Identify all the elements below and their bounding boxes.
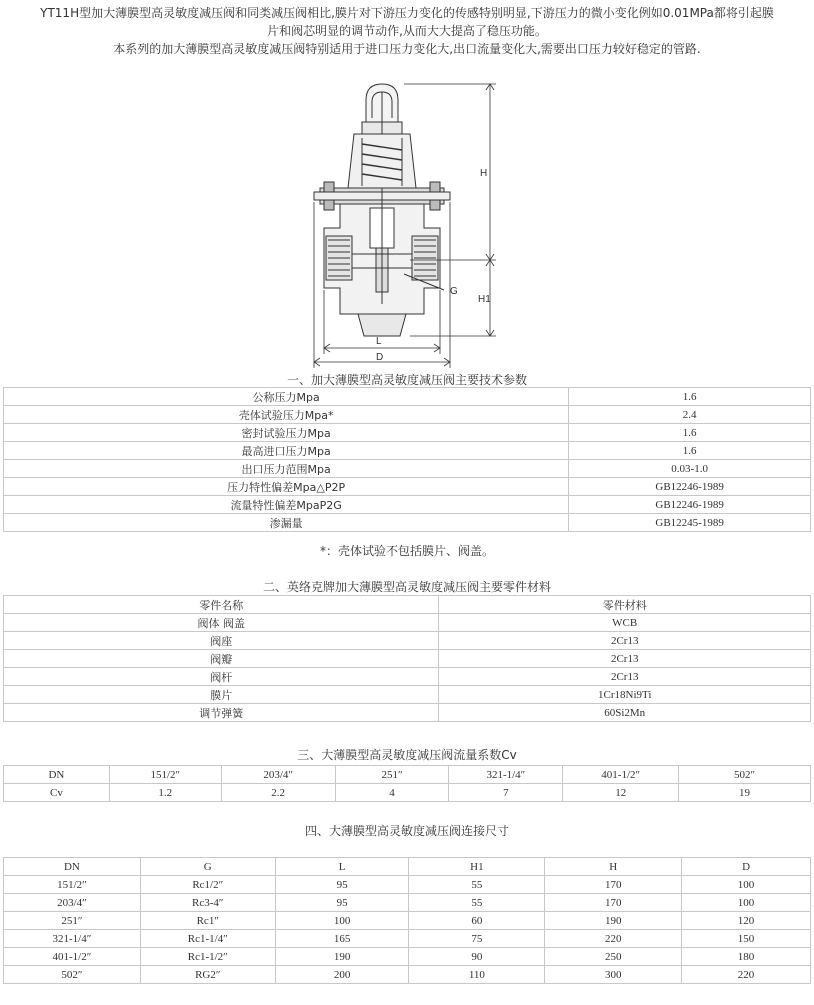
table-cell: 阀瓣 bbox=[4, 650, 439, 668]
table-cell: 220 bbox=[682, 966, 811, 984]
table-row bbox=[4, 496, 811, 514]
table-row bbox=[4, 894, 811, 912]
table-row bbox=[4, 784, 811, 802]
table-row bbox=[4, 948, 811, 966]
cv-body bbox=[4, 766, 811, 802]
table-cell: H1 bbox=[409, 858, 545, 876]
table-cell: DN bbox=[4, 858, 141, 876]
table-cell: 100 bbox=[682, 876, 811, 894]
table-cell: 1.6 bbox=[569, 388, 811, 406]
table-cell: 170 bbox=[545, 894, 682, 912]
table-cell: 4 bbox=[335, 784, 449, 802]
table-cell: 1.6 bbox=[569, 442, 811, 460]
table-cell: 321-1/4″ bbox=[449, 766, 563, 784]
table-cell: 401-1/2″ bbox=[563, 766, 679, 784]
table-cell: 55 bbox=[409, 876, 545, 894]
table-cell: 100 bbox=[275, 912, 409, 930]
table-cell: 密封试验压力Mpa bbox=[4, 424, 569, 442]
table-cell: 2.4 bbox=[569, 406, 811, 424]
label-h1: H1 bbox=[478, 294, 491, 305]
table3-caption: 三、大薄膜型高灵敏度减压阀流量系数Cv bbox=[297, 748, 517, 762]
table-row bbox=[4, 460, 811, 478]
table-cell: 250 bbox=[545, 948, 682, 966]
table-cell: 出口压力范围Mpa bbox=[4, 460, 569, 478]
table-cell: L bbox=[275, 858, 409, 876]
table-cell: 壳体试验压力Mpa* bbox=[4, 406, 569, 424]
materials-body bbox=[4, 596, 811, 722]
table-row bbox=[4, 668, 811, 686]
table-cell: Rc1-1/4″ bbox=[140, 930, 275, 948]
table2-caption: 二、英络克牌加大薄膜型高灵敏度减压阀主要零件材料 bbox=[262, 580, 551, 594]
table-cell: 公称压力Mpa bbox=[4, 388, 569, 406]
table1-note: *：壳体试验不包括膜片、阀盖。 bbox=[319, 544, 494, 558]
table-cell: 60Si2Mn bbox=[439, 704, 811, 722]
table-row bbox=[4, 514, 811, 532]
table-cell: 2Cr13 bbox=[439, 632, 811, 650]
table-cell: 2Cr13 bbox=[439, 650, 811, 668]
label-l: L bbox=[376, 336, 382, 347]
table-cell: 251″ bbox=[335, 766, 449, 784]
table-cell: 2Cr13 bbox=[439, 668, 811, 686]
table-cell: 502″ bbox=[679, 766, 811, 784]
table-cell: 165 bbox=[275, 930, 409, 948]
table-row bbox=[4, 388, 811, 406]
table-cell: GB12246-1989 bbox=[569, 496, 811, 514]
table-cell: GB12245-1989 bbox=[569, 514, 811, 532]
table1-caption: 一、加大薄膜型高灵敏度减压阀主要技术参数 bbox=[286, 373, 527, 387]
table-cell: 100 bbox=[682, 894, 811, 912]
table-cell: 渗漏量 bbox=[4, 514, 569, 532]
table-cell: 0.03-1.0 bbox=[569, 460, 811, 478]
materials-table bbox=[3, 595, 811, 722]
table-cell: 19 bbox=[679, 784, 811, 802]
label-g: G bbox=[450, 286, 458, 297]
table-cell: 零件名称 bbox=[4, 596, 439, 614]
intro-line-2: 片和阀芯明显的调节动作,从而大大提高了稳压功能。 bbox=[267, 24, 547, 38]
table-cell: 2.2 bbox=[221, 784, 335, 802]
table-cell: DN bbox=[4, 766, 110, 784]
table-cell: 110 bbox=[409, 966, 545, 984]
table-cell: Rc1-1/2″ bbox=[140, 948, 275, 966]
table-cell: 321-1/4″ bbox=[4, 930, 141, 948]
table-row bbox=[4, 858, 811, 876]
table-cell: Rc1″ bbox=[140, 912, 275, 930]
table-cell: 55 bbox=[409, 894, 545, 912]
table-cell: 75 bbox=[409, 930, 545, 948]
cv-table bbox=[3, 765, 811, 802]
intro-line-3: 本系列的加大薄膜型高灵敏度减压阀特别适用于进口压力变化大,出口流量变化大,需要出口压力较好稳定的管路. bbox=[113, 42, 701, 56]
table-cell: 阀杆 bbox=[4, 668, 439, 686]
table-cell: H bbox=[545, 858, 682, 876]
table-cell: 1.2 bbox=[109, 784, 221, 802]
table-cell: 95 bbox=[275, 894, 409, 912]
table-cell: 膜片 bbox=[4, 686, 439, 704]
table-cell: 调节弹簧 bbox=[4, 704, 439, 722]
dimensions-body bbox=[4, 858, 811, 984]
table-row bbox=[4, 406, 811, 424]
table-cell: RG2″ bbox=[140, 966, 275, 984]
table-row bbox=[4, 704, 811, 722]
table-cell: 120 bbox=[682, 912, 811, 930]
table-cell: 220 bbox=[545, 930, 682, 948]
table-cell: 零件材料 bbox=[439, 596, 811, 614]
label-d: D bbox=[376, 352, 384, 363]
table-cell: Rc3-4″ bbox=[140, 894, 275, 912]
table-cell: 95 bbox=[275, 876, 409, 894]
table-cell: 200 bbox=[275, 966, 409, 984]
table-cell: 1Cr18Ni9Ti bbox=[439, 686, 811, 704]
table-cell: D bbox=[682, 858, 811, 876]
table-cell: 502″ bbox=[4, 966, 141, 984]
table-cell: 90 bbox=[409, 948, 545, 966]
table-row bbox=[4, 596, 811, 614]
table-cell: G bbox=[140, 858, 275, 876]
valve-drawing bbox=[300, 78, 510, 368]
table-cell: 151/2″ bbox=[109, 766, 221, 784]
table-row bbox=[4, 686, 811, 704]
table-cell: 300 bbox=[545, 966, 682, 984]
table-row bbox=[4, 930, 811, 948]
table-cell: Cv bbox=[4, 784, 110, 802]
table-cell: 203/4″ bbox=[221, 766, 335, 784]
table-cell: 流量特性偏差MpaP2G bbox=[4, 496, 569, 514]
table-row bbox=[4, 876, 811, 894]
table-cell: 190 bbox=[545, 912, 682, 930]
table-cell: 压力特性偏差Mpa△P2P bbox=[4, 478, 569, 496]
table-cell: 150 bbox=[682, 930, 811, 948]
table-cell: 180 bbox=[682, 948, 811, 966]
table4-caption: 四、大薄膜型高灵敏度减压阀连接尺寸 bbox=[304, 824, 509, 838]
table-cell: 阀座 bbox=[4, 632, 439, 650]
table-cell: 12 bbox=[563, 784, 679, 802]
table-cell: 251″ bbox=[4, 912, 141, 930]
table-cell: 7 bbox=[449, 784, 563, 802]
table-cell: 1.6 bbox=[569, 424, 811, 442]
table-cell: 最高进口压力Mpa bbox=[4, 442, 569, 460]
table-cell: GB12246-1989 bbox=[569, 478, 811, 496]
table-row bbox=[4, 912, 811, 930]
table-cell: 60 bbox=[409, 912, 545, 930]
table-row bbox=[4, 766, 811, 784]
table-row bbox=[4, 478, 811, 496]
dimensions-table bbox=[3, 857, 811, 984]
intro-line-1: YT11H型加大薄膜型高灵敏度减压阀和同类减压阀相比,膜片对下游压力变化的传感特别明显,下游压力的微小变化例如0.01MPa都将引起膜 bbox=[40, 6, 774, 20]
table-row bbox=[4, 424, 811, 442]
table-cell: WCB bbox=[439, 614, 811, 632]
table-cell: 401-1/2″ bbox=[4, 948, 141, 966]
table-cell: 151/2″ bbox=[4, 876, 141, 894]
table-cell: 203/4″ bbox=[4, 894, 141, 912]
table-cell: 170 bbox=[545, 876, 682, 894]
table-row bbox=[4, 632, 811, 650]
tech-params-body bbox=[4, 388, 811, 532]
table-row bbox=[4, 966, 811, 984]
table-row bbox=[4, 442, 811, 460]
table-cell: Rc1/2″ bbox=[140, 876, 275, 894]
tech-params-table bbox=[3, 387, 811, 532]
intro-text bbox=[0, 4, 814, 58]
table-cell: 190 bbox=[275, 948, 409, 966]
table-row bbox=[4, 614, 811, 632]
table-cell: 阀体 阀盖 bbox=[4, 614, 439, 632]
table-row bbox=[4, 650, 811, 668]
label-h: H bbox=[480, 168, 488, 179]
